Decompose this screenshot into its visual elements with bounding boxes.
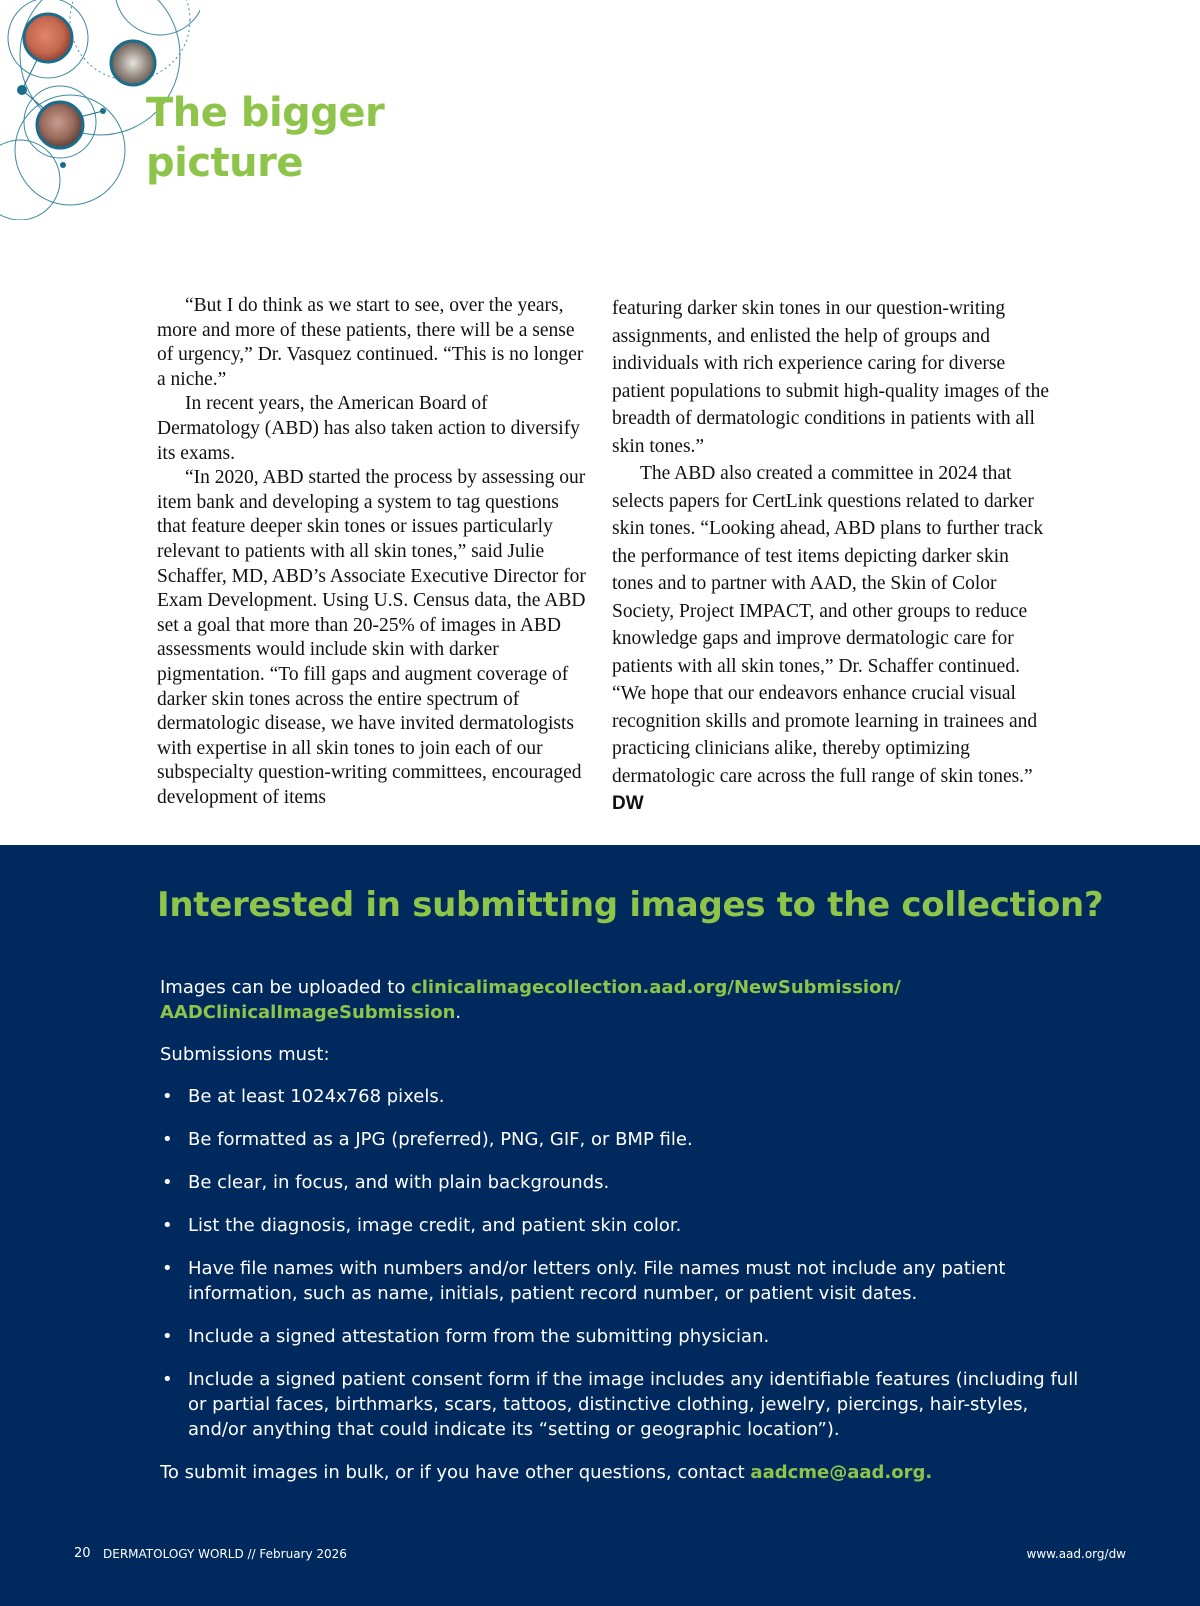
requirement-text: Include a signed attestation form from the submitting physician. [188, 1326, 770, 1347]
requirement-text: Be formatted as a JPG (preferred), PNG, GIF, or BMP file. [188, 1129, 693, 1150]
list-item [160, 1084, 1080, 1109]
lesion-thumbnail-2 [111, 41, 155, 85]
callout-body [160, 975, 1080, 1485]
upload-text-end: . [455, 1002, 462, 1023]
callout-title: Interested in submitting images to the collection? [157, 885, 1104, 925]
page-number: 20 [74, 1546, 91, 1561]
article-paragraph-final [612, 460, 1050, 818]
list-item [160, 1324, 1080, 1349]
article-paragraph-text: The ABD also created a committee in 2024 that selects papers for CertLink questions related to darker skin tones. “Looking ahead, ABD plans to further track the performance of test items depicting darker skin tones and to partner with AAD, the Skin of Color Society, Project IMPACT, and other groups to reduce knowledge gaps and improve dermatologic care for patients with all skin tones,” Dr. Schaffer continued. “We hope that our endeavors enhance crucial visual recognition skills and promote learning in trainees and practicing clinicians alike, thereby optimizing dermatologic care across the full range of skin tones.” [612, 463, 1044, 787]
bullet: • [162, 1258, 173, 1279]
section-heading [146, 88, 384, 188]
contact-text: To submit images in bulk, or if you have other questions, contact [160, 1462, 751, 1483]
lesion-thumbnail-3 [37, 102, 83, 148]
list-item [160, 1170, 1080, 1195]
contact-email-link[interactable]: aadcme@aad.org. [750, 1462, 933, 1483]
submission-link-line-2: AADClinicalImageSubmission [160, 1002, 456, 1023]
bullet: • [162, 1369, 173, 1390]
list-item [160, 1256, 1080, 1306]
article-column-right [612, 295, 1050, 818]
list-item [160, 1127, 1080, 1152]
bullet: • [162, 1326, 173, 1347]
article-paragraph: “But I do think as we start to see, over the years, more and more of these patients, there will be a sense of urgency,” Dr. Vasquez continued. “This is no longer a niche.” [157, 295, 584, 390]
bullet: • [162, 1172, 173, 1193]
submission-callout-panel [0, 845, 1200, 1606]
requirement-text: Include a signed patient consent form if the image includes any identifiable features (including full or partial faces, birthmarks, scars, tattoos, distinctive clothing, jewelry, piercings, hair-styles, and/or anything that could indicate its “setting or geographic location”). [188, 1369, 1079, 1440]
lesion-thumbnail-1 [24, 14, 72, 62]
upload-instructions [160, 975, 1080, 1025]
heading-line-1: The bigger [146, 90, 385, 136]
bullet: • [162, 1086, 173, 1107]
article-column-left [157, 294, 587, 810]
requirements-list [160, 1084, 1080, 1442]
article-paragraph: featuring darker skin tones in our question-writing assignments, and enlisted the help of groups and individuals with rich experience caring for diverse patient populations to submit high-quality images of the breadth of dermatologic conditions in patients with all skin tones.” [612, 298, 1050, 457]
list-item [160, 1367, 1080, 1442]
page-footer [0, 1546, 1200, 1566]
article-paragraph: “In 2020, ABD started the process by assessing our item bank and developing a system to tag questions that feature deeper skin tones or issues particularly relevant to patients with all skin tones,” said Julie Schaffer, MD, ABD’s Associate Executive Director for Exam Development. Using U.S. Census data, the ABD set a goal that more than 20-25% of images in ABD assessments would include skin with darker pigmentation. “To fill gaps and augment coverage of darker skin tones across the entire spectrum of dermatologic disease, we have invited dermatologists with expertise in all skin tones to join each of our subspecialty question-writing committees, encouraged development of items [157, 467, 586, 808]
requirement-text: Be at least 1024x768 pixels. [188, 1086, 445, 1107]
requirements-label: Submissions must: [160, 1044, 330, 1065]
list-item [160, 1213, 1080, 1238]
website-link[interactable]: www.aad.org/dw [1026, 1547, 1126, 1561]
bullet: • [162, 1215, 173, 1236]
requirement-text: List the diagnosis, image credit, and patient skin color. [188, 1215, 682, 1236]
contact-line [160, 1460, 1080, 1485]
requirement-text: Have file names with numbers and/or letters only. File names must not include any patient information, such as name, initials, patient record number, or patient visit dates. [188, 1258, 1006, 1304]
end-mark: DW [612, 793, 644, 814]
heading-line-2: picture [146, 140, 304, 186]
submission-link-line-1: clinicalimagecollection.aad.org/NewSubmission/ [411, 977, 901, 998]
article-paragraph: In recent years, the American Board of Dermatology (ABD) has also taken action to diversify its exams. [157, 393, 580, 464]
requirement-text: Be clear, in focus, and with plain backgrounds. [188, 1172, 610, 1193]
bullet: • [162, 1129, 173, 1150]
upload-text: Images can be uploaded to [160, 977, 412, 998]
publication-info: DERMATOLOGY WORLD // February 2026 [103, 1547, 347, 1561]
